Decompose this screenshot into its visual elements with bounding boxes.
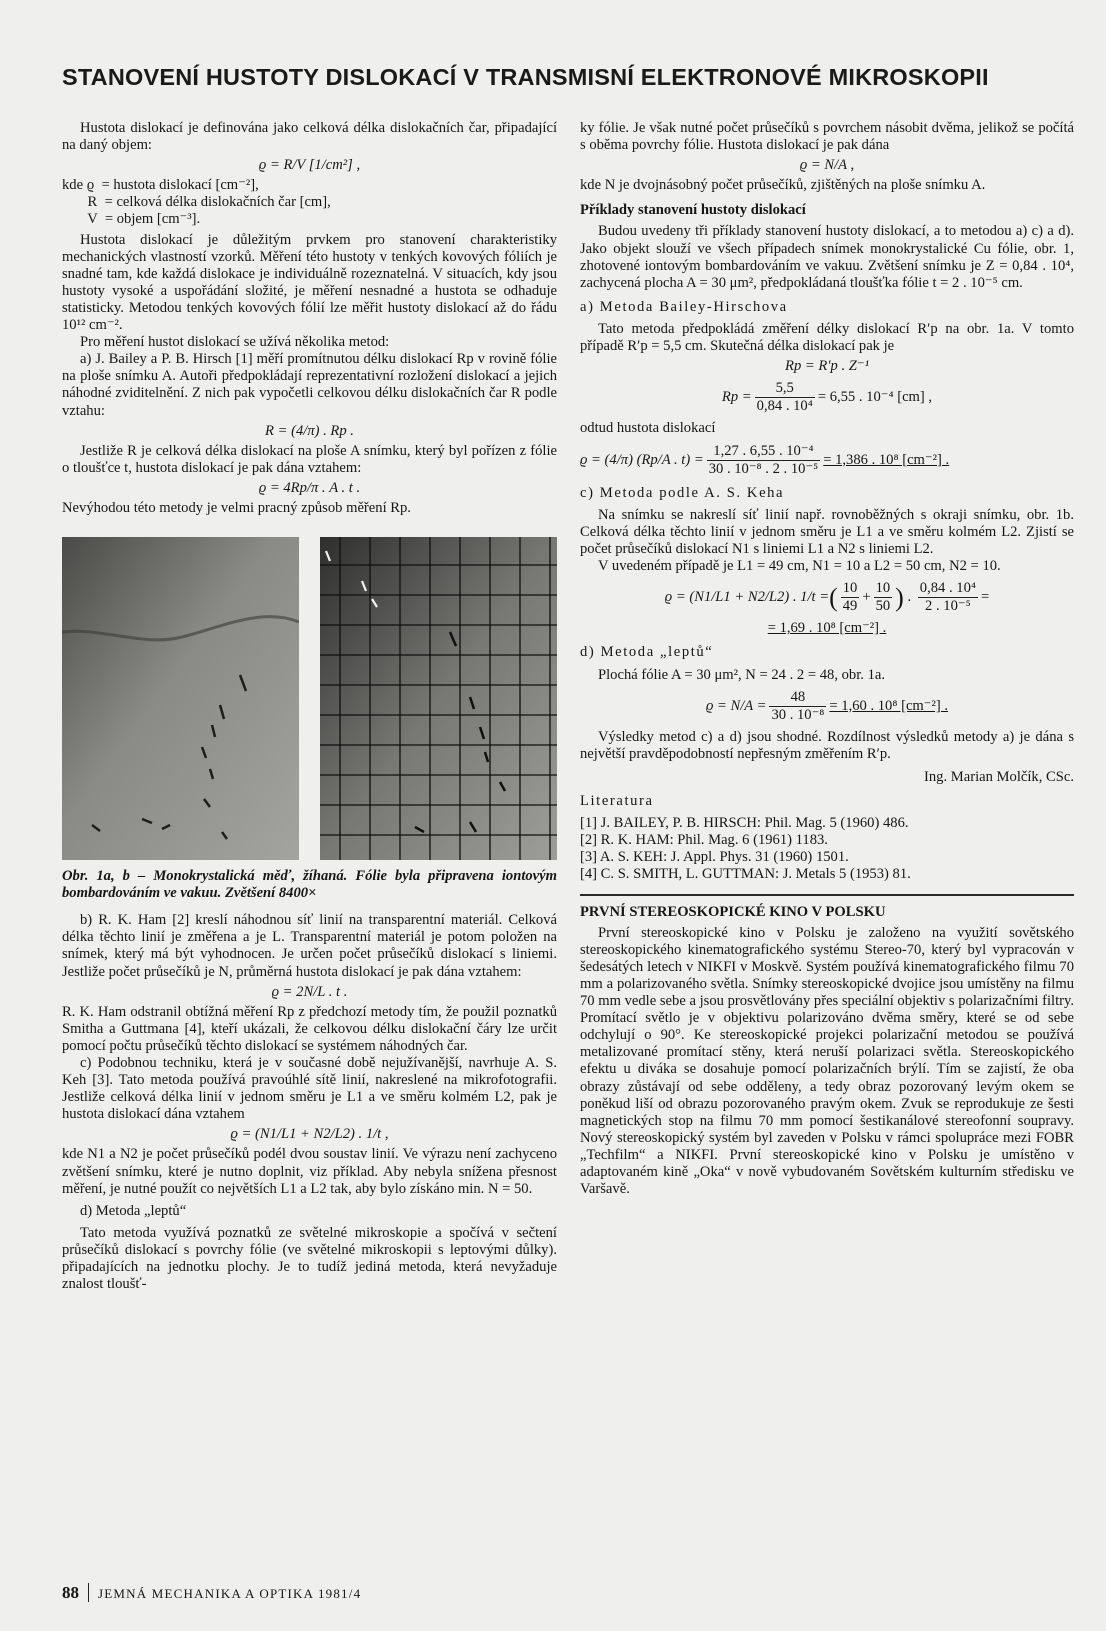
paragraph: c) Podobnou techniku, která je v současné době nejužívanější, navrhuje A. S. Keh [3]. Tato metoda používá pravoúhlé sítě linií, nakreslené na mikrofotografii. Jestliže celková délka linií v jednom směru je L1 a ve směru kolmém L2, pak je hustota dislokací dána vztahem [62,1055,557,1123]
page-footer [62,1583,361,1603]
paragraph: Tato metoda využívá poznatků ze světelné mikroskopie a spočívá v sečtení průsečíků dislokací s povrchy fólie (ve světelné mikroskopii s leptovými důlky). připadajících na jednotku plochy. Je to tudíž jediná metoda, která nevyžaduje znalost tloušť- [62,1224,557,1293]
author-signature: Ing. Marian Molčík, CSc. [924,769,1074,785]
denominator: 50 [875,598,891,615]
eq-rhs: = 6,55 . 10⁻⁴ [cm] , [817,389,933,406]
fraction [874,580,893,615]
eq-rhs: = 1,60 . 10⁸ [cm⁻²] . [829,697,949,714]
article2-title: PRVNÍ STEREOSKOPICKÉ KINO V POLSKU [580,903,886,920]
definition-line: V = objem [cm⁻³]. [62,211,201,228]
paragraph: Tato metoda předpokládá změření délky dislokací R′p na obr. 1a. V tomto případě R′p = 5,5 cm. Skutečná délka dislokací pak je [580,320,1074,355]
paragraph: R. K. Ham odstranil obtížná měření Rp z předchozí metody tím, že použil poznatků Smitha a Guttmana [4], kteří ukázali, že celkovou délku dislokační čáry lze určit pomocí počtu průsečíků těchto dislokací se systémem náhodných čar. [62,1003,557,1054]
equation-rp [580,380,1074,415]
eq-lhs: ϱ = (4/π) (Rp/A . t) = [580,451,704,468]
left-column [62,120,557,1293]
eq-rhs: = 1,386 . 10⁸ [cm⁻²] . [823,451,950,468]
paragraph: Na snímku se nakreslí síť linií např. rovnoběžných s okraji snímku, obr. 1b. Celková délka těchto linií v jednom směru je L1 a ve směru kolmém L2. Zjistí se počet průsečíků dislokací N1 s liniemi L1 a N2 s liniemi L2. [580,506,1074,557]
paragraph: Výsledky metod c) a d) jsou shodné. Rozdílnost výsledků metody a) je dána s největší pravděpodobností nepřesným změřením R′p. [580,728,1074,762]
micrograph-1b-grid [320,537,557,860]
equation: ϱ = N/A , [799,157,855,174]
article-title: STANOVENÍ HUSTOTY DISLOKACÍ V TRANSMISNÍ ELEKTRONOVÉ MIKROSKOPII [62,64,989,90]
eq-lhs: ϱ = N/A = [705,697,767,714]
equation: Rp = R′p . Z⁻¹ [785,358,869,375]
eq-lhs: ϱ = (N1/L1 + N2/L2) . 1/t = [664,589,830,606]
equation-result: = 1,69 . 10⁸ [cm⁻²] . [767,620,887,637]
reference-list [580,815,1074,883]
micrograph-1a [62,537,299,860]
definition-line: kde ϱ = hustota dislokací [cm⁻²], [62,177,259,194]
equation: ϱ = (N1/L1 + N2/L2) . 1/t , [230,1126,389,1143]
denominator: 30 . 10⁻⁸ [771,706,825,723]
numerator: 1,27 . 6,55 . 10⁻⁴ [707,443,821,461]
section-divider [580,894,1074,896]
fraction [707,443,821,478]
reference-item: [3] A. S. KEH: J. Appl. Phys. 31 (1960) 1501. [580,849,849,866]
denominator: 30 . 10⁻⁸ . 2 . 10⁻⁵ [708,460,819,477]
paragraph: b) R. K. Ham [2] kreslí náhodnou síť linií na transparentní materiál. Celková délka těchto linií je změřena a je L. Transparentní materiál je potom položen na snímek, který má být vyhodnocen. Je určen počet průsečíků dislokací s liniemi. Jestliže počet průsečíků je N, průměrná hustota dislokací je pak dána vztahem: [62,912,557,980]
figure-row [62,537,557,860]
paragraph: kde N je dvojnásobný počet průsečíků, zjištěných na ploše snímku A. [580,177,986,194]
section-heading: d) Metoda „leptů“ [580,644,714,661]
paragraph: Budou uvedeny tři příklady stanovení hustoty dislokací, a to metodou a) c) a d). Jako objekt slouží ve všech případech snímek monokrystalické Cu fólie, obr. 1, zhotovené iontovým bombardováním ve vakuu. Zvětšení snímku je Z = 0,84 . 10⁴, zachycená plocha A = 30 μm², předpokládaná tloušťka fólie t = 2 . 10⁻⁵ cm. [580,223,1074,291]
equation-rho-c: ϱ = (N1/L1 + N2/L2) . 1/t = ( $\frac{10}{49}$ + $\frac{10}{50}$ ) . $\frac{\text{0,84 . 10⁴}}{\text{2 . 10⁻⁵}}$ = [664,580,990,615]
paragraph: Pro měření hustot dislokací se užívá několika metod: [80,334,390,351]
numerator: 10 [874,580,893,598]
paragraph: Hustota dislokací je definována jako celková délka dislokačních čar, připadající na daný objem: [62,120,557,154]
fraction [841,580,860,615]
fraction [918,580,978,615]
equation-rho-a [580,443,1074,478]
section-heading: d) Metoda „leptů“ [80,1202,187,1219]
fraction [769,689,826,724]
footer-divider [88,1583,89,1602]
section-heading: Příklady stanovení hustoty dislokací [580,202,806,219]
fraction [755,380,815,415]
equation-rho-d [580,689,1074,724]
numerator: 48 [769,689,826,707]
definitions [62,177,557,228]
equation: ϱ = 4Rp/π . A . t . [258,479,361,496]
equation: R = (4/π) . Rp . [265,422,354,439]
denominator: 0,84 . 10⁴ [756,398,813,415]
paragraph: Hustota dislokací je důležitým prvkem pro stanovení charakteristiky mechanických vlastností vzorků. Měření této hustoty v tenkých kovových fóliích je snadné tam, kde každá dislokace je individuálně rozeznatelná. V situacích, kdy jsou hustoty vysoké a uspořádání složité, je měření nesnadné a hustota se odhaduje statisticky. Metodou tenkých kovových fólií lze měřit hustoty dislokací až do řádu 10¹² cm⁻². [62,231,557,334]
paragraph: a) J. Bailey a P. B. Hirsch [1] měří promítnutou délku dislokací Rp v rovině fólie na ploše snímku A. Autoři předpokládají reprezentativní rozložení dislokací a jejich náhodné zviditelnění. Z nich pak vypočetli celkovou délku dislokačních čar R podle vztahu: [62,351,557,419]
plus-sign: + [862,589,871,606]
section-heading: c) Metoda podle A. S. Keha [580,484,785,501]
right-column [580,120,1074,1198]
denominator: 2 . 10⁻⁵ [925,598,971,615]
journal-name: JEMNÁ MECHANIKA A OPTIKA 1981/4 [98,1586,362,1601]
section-heading: a) Metoda Bailey-Hirschova [580,298,788,315]
paragraph: Jestliže R je celková délka dislokací na ploše A snímku, který byl pořízen z fólie o tloušťce t, hustota dislokací je pak dána vztahem: [62,442,557,476]
paragraph: Nevýhodou této metody je velmi pracný způsob měření Rp. [62,499,411,516]
paragraph: V uvedeném případě je L1 = 49 cm, N1 = 10 a L2 = 50 cm, N2 = 10. [598,558,1001,575]
numerator: 10 [841,580,860,598]
numerator: 0,84 . 10⁴ [918,580,978,598]
equation: ϱ = 2N/L . t . [271,983,348,1000]
equation: ϱ = R/V [1/cm²] , [258,157,361,174]
paragraph: Plochá fólie A = 30 μm², N = 24 . 2 = 48, obr. 1a. [598,666,885,683]
reference-item: [1] J. BAILEY, P. B. HIRSCH: Phil. Mag. 5 (1960) 486. [580,815,909,832]
page-number: 88 [62,1583,79,1602]
reference-item: [4] C. S. SMITH, L. GUTTMAN: J. Metals 5 (1953) 81. [580,866,911,883]
denominator: 49 [842,598,858,615]
eq-lhs: Rp = [721,389,752,406]
paragraph: kde N1 a N2 je počet průsečíků podél dvou soustav linií. Ve výrazu není zachyceno zvětšení snímku, které je nutno doplnit, viz příklad. Aby nebyla snížena přesnost měření, je nutné použít co největších L1 a L2 tak, aby bylo získáno min. N = 50. [62,1146,557,1197]
literature-heading: Literatura [580,793,654,810]
equals-sign: = [980,589,990,606]
article2-body: První stereoskopické kino v Polsku je založeno na využití sovětského stereoskopického kinematografického systému Stereo-70, který byl vypracován v šedesátých letech v NIKFI v Moskvě. Systém používá kinematografického filmu 70 mm a polarizovaného světla. Snímky stereoskopické dvojice jsou umístěny na filmu 70 mm vedle sebe a jsou prosvětlovány přes speciální objektiv s polarizačními filtry. Promítací světlo je v objektivu polarizováno dvěma směry, které se od sebe odchylují o 90°. Ke stereoskopické projekci polarizační metodou se používá metalizované promítací stěny, která neruší polarizaci světla. Stereoskopického efektu u diváka se dosahuje pomocí polarizačních brýlí. Tím se zajistí, že oba obrazy zůstávají od sebe odděleny, a tedy obraz pozorovaný levým okem se poněkud liší od obrazu pozorovaného pravým okem. Zvuk se reprodukuje ze šesti magnetických stop na filmu 70 mm pomocí šestikanálové stereofonní soupravy. Nový stereoskopický systém byl zaveden v Polsku v rámci spolupráce mezi FOBR „Techfilm“ a NIKFI. První stereoskopické kino v Polsku je umístěno v adaptovaném kině „Oka“ v nově vybudovaném Sovětském kulturním středisku ve Varšavě. [580,924,1074,1198]
numerator: 5,5 [755,380,815,398]
figure-caption: Obr. 1a, b – Monokrystalická měď, žíhaná. Fólie byla připravena iontovým bombardováním ve vakuu. Zvětšení 8400× [62,868,557,902]
paragraph: ky fólie. Je však nutné počet průsečíků s povrchem násobit dvěma, jelikož se počítá s oběma povrchy fólie. Hustota dislokací je pak dána [580,120,1074,154]
definition-line: R = celková délka dislokačních čar [cm], [62,194,331,211]
reference-item: [2] R. K. HAM: Phil. Mag. 6 (1961) 1183. [580,832,828,849]
paragraph: odtud hustota dislokací [580,420,716,437]
